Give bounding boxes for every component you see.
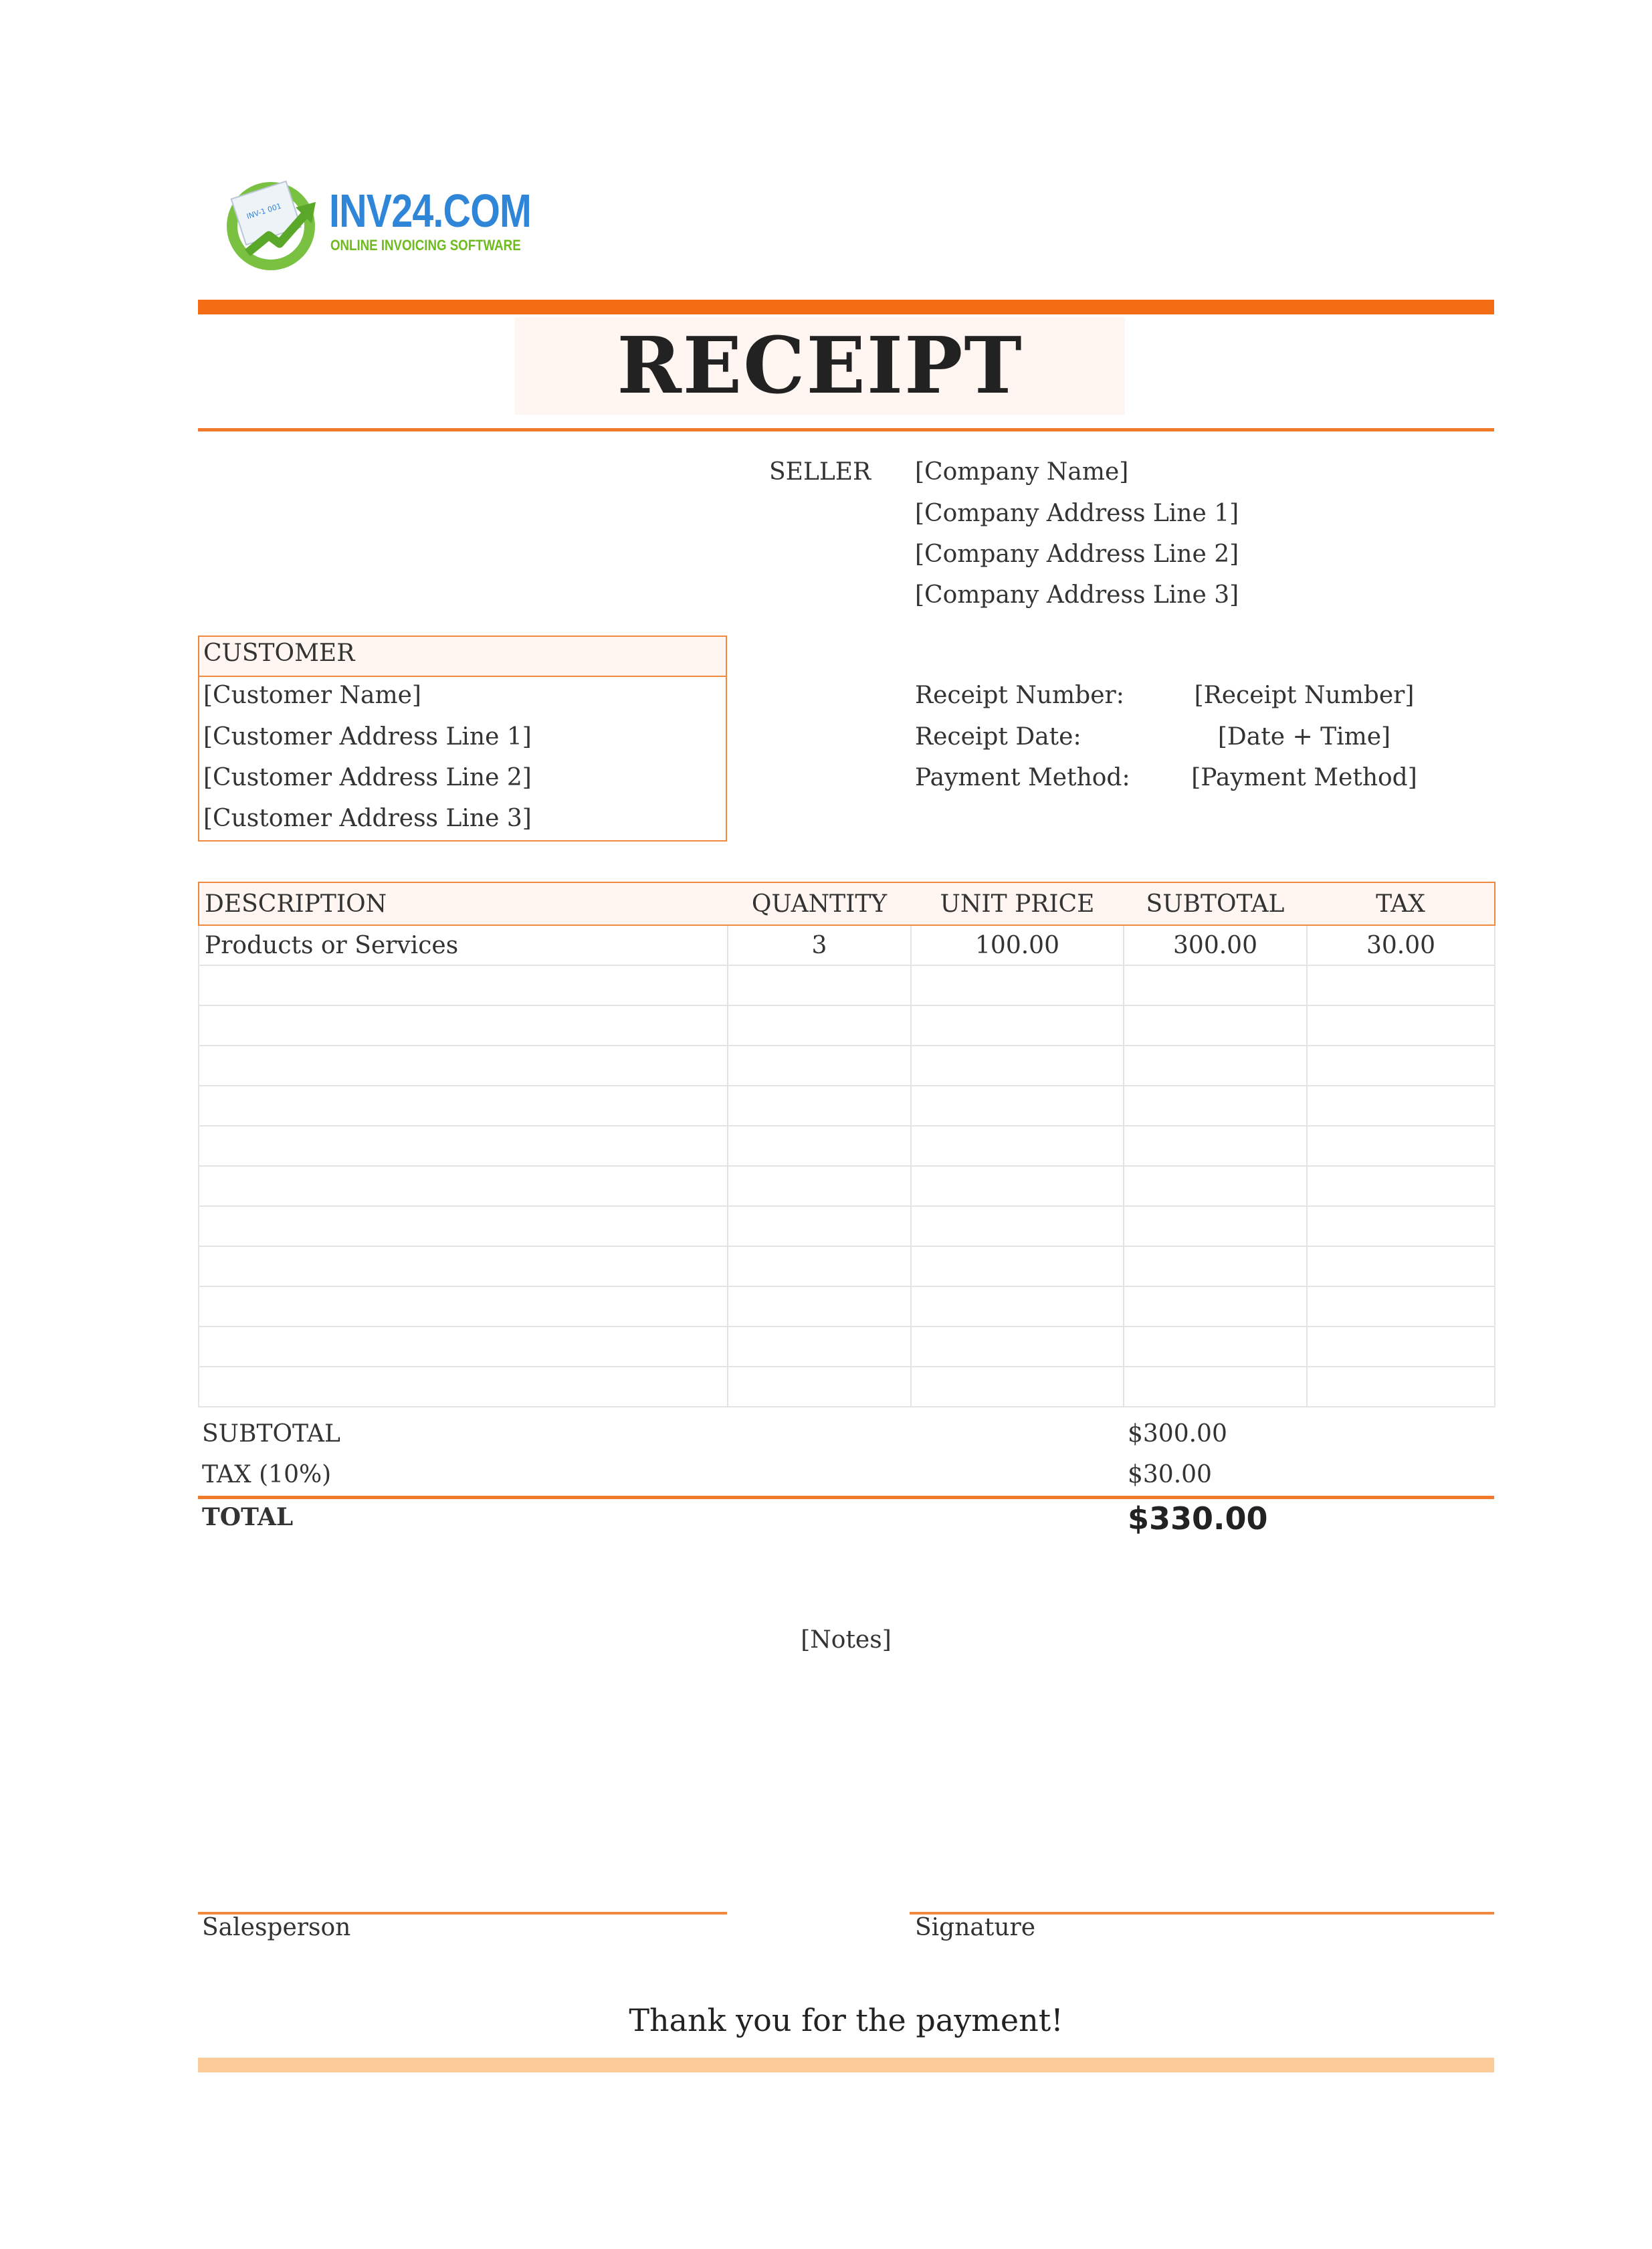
table-row <box>199 1166 1495 1206</box>
cell-quantity: 3 <box>728 925 911 965</box>
table-row <box>199 1046 1495 1086</box>
seller-address-line-2: [Company Address Line 2] <box>915 541 1239 568</box>
cell-subtotal <box>1124 1367 1307 1407</box>
cell-description <box>199 1126 728 1166</box>
cell-subtotal <box>1124 1005 1307 1046</box>
header-quantity: QUANTITY <box>728 882 911 925</box>
cell-subtotal <box>1124 1166 1307 1206</box>
customer-address-line-3: [Customer Address Line 3] <box>203 805 532 832</box>
cell-description <box>199 1327 728 1367</box>
header-subtotal: SUBTOTAL <box>1124 882 1307 925</box>
cell-subtotal <box>1124 1206 1307 1246</box>
cell-unit-price <box>911 1126 1124 1166</box>
cell-description <box>199 1005 728 1046</box>
customer-address-line-2: [Customer Address Line 2] <box>203 764 532 791</box>
cell-tax: 30.00 <box>1307 925 1495 965</box>
table-row <box>199 1367 1495 1407</box>
table-row <box>199 1005 1495 1046</box>
cell-description <box>199 1086 728 1126</box>
table-row <box>199 1246 1495 1286</box>
cell-quantity <box>728 1206 911 1246</box>
cell-unit-price: 100.00 <box>911 925 1124 965</box>
receipt-number-value: [Receipt Number] <box>1194 682 1415 709</box>
receipt-date-label: Receipt Date: <box>915 723 1081 751</box>
customer-address-line-1: [Customer Address Line 1] <box>203 723 532 751</box>
cell-quantity <box>728 1246 911 1286</box>
receipt-date-value: [Date + Time] <box>1217 723 1391 751</box>
cell-quantity <box>728 1367 911 1407</box>
cell-tax <box>1307 1166 1495 1206</box>
table-row <box>199 925 1495 965</box>
cell-tax <box>1307 1046 1495 1086</box>
logo-icon <box>221 174 341 274</box>
cell-unit-price <box>911 1005 1124 1046</box>
seller-company-name: [Company Name] <box>915 458 1129 486</box>
cell-subtotal <box>1124 1327 1307 1367</box>
logo-brand-text: INV24.COM <box>329 185 532 237</box>
cell-subtotal <box>1124 1046 1307 1086</box>
cell-description: Products or Services <box>199 925 728 965</box>
seller-label: SELLER <box>769 458 871 486</box>
table-row <box>199 965 1495 1005</box>
cell-quantity <box>728 965 911 1005</box>
table-row <box>199 1327 1495 1367</box>
total-label: TOTAL <box>202 1503 294 1531</box>
salesperson-label: Salesperson <box>202 1914 351 1941</box>
logo-paper-text: INV-1 001 <box>245 201 283 221</box>
cell-unit-price <box>911 1046 1124 1086</box>
cell-unit-price <box>911 1166 1124 1206</box>
customer-label: CUSTOMER <box>203 640 355 667</box>
subtotal-label: SUBTOTAL <box>202 1420 340 1448</box>
signature-label: Signature <box>915 1914 1036 1941</box>
table-row <box>199 1286 1495 1327</box>
customer-name: [Customer Name] <box>203 682 421 709</box>
subtotal-value: $300.00 <box>1128 1420 1227 1448</box>
cell-unit-price <box>911 965 1124 1005</box>
table-header-row <box>199 882 1495 925</box>
cell-tax <box>1307 1246 1495 1286</box>
seller-address-line-3: [Company Address Line 3] <box>915 581 1239 609</box>
cell-description <box>199 1286 728 1327</box>
cell-tax <box>1307 1206 1495 1246</box>
total-divider <box>198 1496 1494 1499</box>
items-table <box>198 882 1495 1407</box>
cell-tax <box>1307 965 1495 1005</box>
cell-subtotal: 300.00 <box>1124 925 1307 965</box>
cell-tax <box>1307 1086 1495 1126</box>
cell-unit-price <box>911 1286 1124 1327</box>
total-value: $330.00 <box>1128 1500 1268 1537</box>
cell-quantity <box>728 1166 911 1206</box>
table-row <box>199 1206 1495 1246</box>
cell-quantity <box>728 1286 911 1327</box>
cell-subtotal <box>1124 965 1307 1005</box>
receipt-title: RECEIPT <box>617 320 1023 411</box>
notes: [Notes] <box>801 1626 892 1654</box>
payment-method-value: [Payment Method] <box>1191 764 1417 791</box>
cell-description <box>199 1166 728 1206</box>
header-description: DESCRIPTION <box>199 882 728 925</box>
cell-quantity <box>728 1086 911 1126</box>
cell-quantity <box>728 1126 911 1166</box>
footer-bar <box>198 2058 1494 2072</box>
cell-unit-price <box>911 1367 1124 1407</box>
cell-tax <box>1307 1367 1495 1407</box>
cell-quantity <box>728 1327 911 1367</box>
cell-quantity <box>728 1005 911 1046</box>
cell-description <box>199 1206 728 1246</box>
thank-you-message: Thank you for the payment! <box>629 2002 1063 2038</box>
cell-subtotal <box>1124 1086 1307 1126</box>
cell-tax <box>1307 1286 1495 1327</box>
cell-description <box>199 1046 728 1086</box>
header-bar <box>198 300 1494 314</box>
tax-label: TAX (10%) <box>202 1461 332 1488</box>
cell-unit-price <box>911 1086 1124 1126</box>
cell-unit-price <box>911 1206 1124 1246</box>
cell-subtotal <box>1124 1286 1307 1327</box>
table-row <box>199 1126 1495 1166</box>
table-row <box>199 1086 1495 1126</box>
cell-unit-price <box>911 1327 1124 1367</box>
cell-tax <box>1307 1005 1495 1046</box>
cell-description <box>199 1246 728 1286</box>
cell-subtotal <box>1124 1126 1307 1166</box>
header-tax: TAX <box>1307 882 1495 925</box>
cell-quantity <box>728 1046 911 1086</box>
cell-description <box>199 965 728 1005</box>
tax-value: $30.00 <box>1128 1461 1212 1488</box>
title-divider <box>198 428 1494 431</box>
cell-description <box>199 1367 728 1407</box>
cell-unit-price <box>911 1246 1124 1286</box>
cell-subtotal <box>1124 1246 1307 1286</box>
payment-method-label: Payment Method: <box>915 764 1130 791</box>
logo-tagline: ONLINE INVOICING SOFTWARE <box>330 237 521 254</box>
seller-address-line-1: [Company Address Line 1] <box>915 500 1239 527</box>
receipt-number-label: Receipt Number: <box>915 682 1124 709</box>
header-unit-price: UNIT PRICE <box>911 882 1124 925</box>
cell-tax <box>1307 1126 1495 1166</box>
cell-tax <box>1307 1327 1495 1367</box>
